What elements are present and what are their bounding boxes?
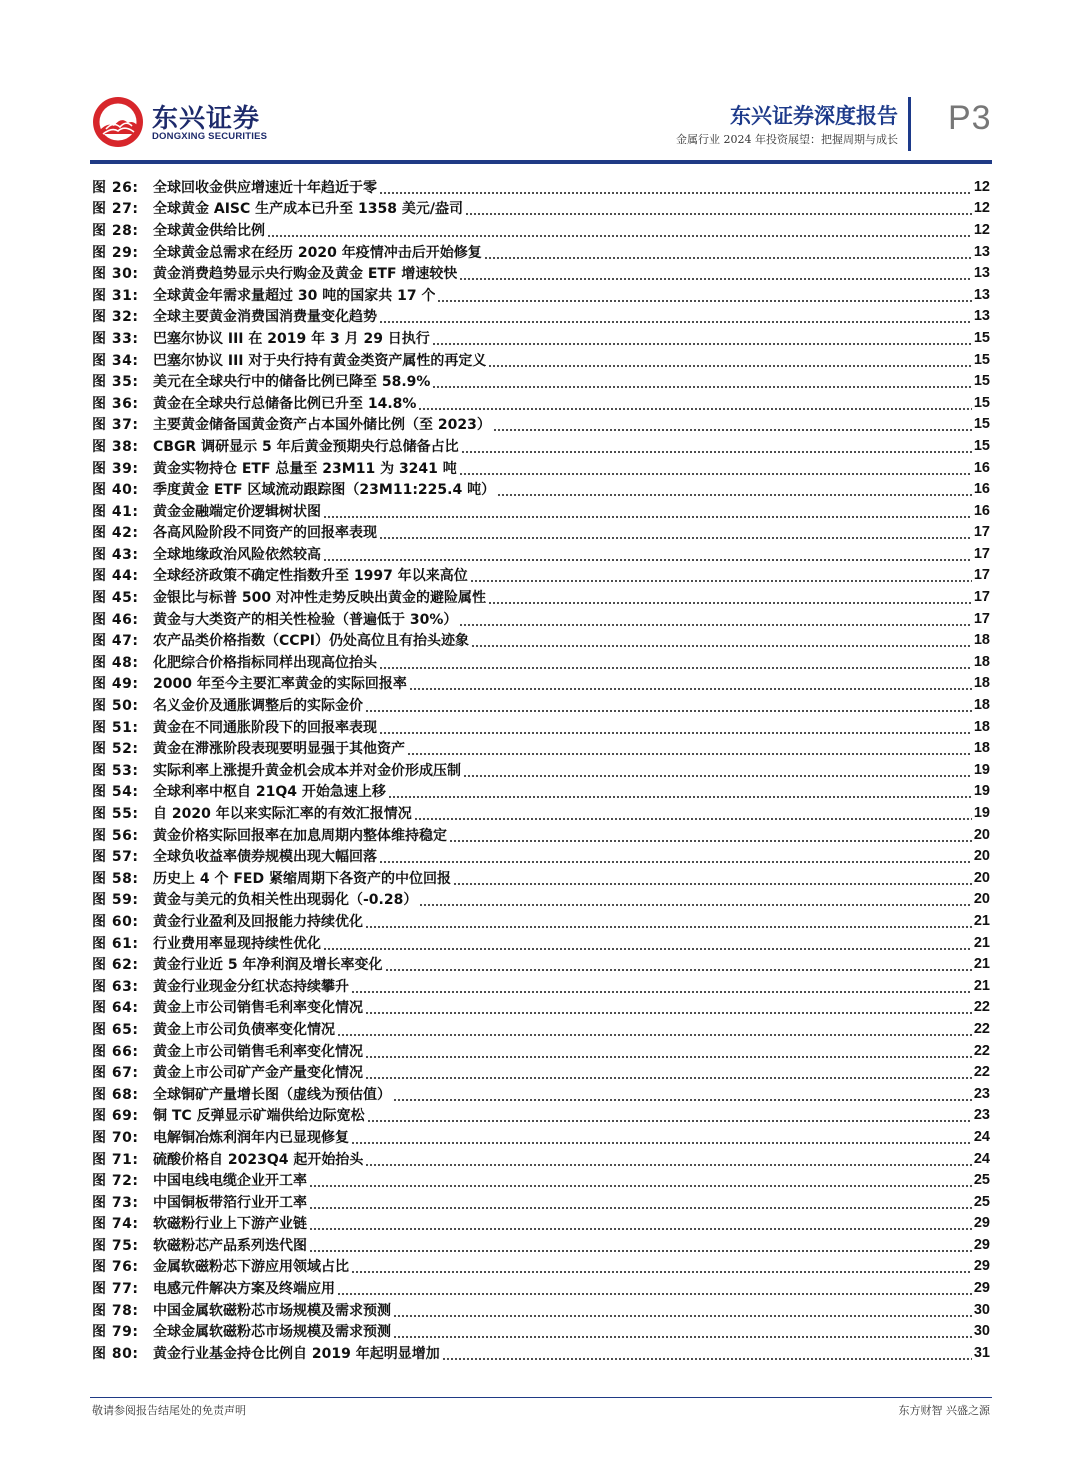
toc-figure-title: 黄金行业现金分红状态持续攀升 xyxy=(153,978,349,995)
toc-figure-title: 黄金行业盈利及回报能力持续优化 xyxy=(153,913,363,930)
toc-figure-title: 黄金上市公司销售毛利率变化情况 xyxy=(153,1043,363,1060)
toc-figure-title: 全球黄金年需求量超过 30 吨的国家共 17 个 xyxy=(153,287,436,304)
toc-dot-leader xyxy=(432,331,972,345)
figure-index-list xyxy=(92,176,990,1364)
toc-entry[interactable] xyxy=(92,284,990,306)
toc-page-number: 18 xyxy=(973,632,990,649)
toc-dot-leader xyxy=(379,525,972,539)
toc-figure-title: 巴塞尔协议 III 在 2019 年 3 月 29 日执行 xyxy=(153,330,430,347)
toc-entry[interactable] xyxy=(92,176,990,198)
toc-figure-title: 黄金在滞涨阶段表现要明显强于其他资产 xyxy=(153,741,405,758)
toc-entry[interactable] xyxy=(92,565,990,587)
toc-dot-leader xyxy=(437,288,971,302)
toc-figure-label: 图 35: xyxy=(92,374,139,391)
toc-entry[interactable] xyxy=(92,975,990,997)
toc-dot-leader xyxy=(414,806,972,820)
toc-dot-leader xyxy=(309,1195,972,1209)
toc-dot-leader xyxy=(367,1108,972,1122)
toc-dot-leader xyxy=(323,936,972,950)
toc-dot-leader xyxy=(493,417,972,431)
toc-entry[interactable] xyxy=(92,651,990,673)
toc-figure-label: 图 50: xyxy=(92,698,139,715)
toc-entry[interactable] xyxy=(92,543,990,565)
toc-page-number: 20 xyxy=(973,848,990,865)
toc-figure-title: 全球负收益率债券规模出现大幅回落 xyxy=(153,849,377,866)
toc-figure-title: CBGR 调研显示 5 年后黄金预期央行总储备占比 xyxy=(153,438,459,455)
toc-figure-label: 图 42: xyxy=(92,525,139,542)
toc-entry[interactable] xyxy=(92,953,990,975)
toc-entry[interactable] xyxy=(92,414,990,436)
toc-page-number: 16 xyxy=(973,481,990,498)
toc-page-number: 29 xyxy=(973,1215,990,1232)
toc-page-number: 23 xyxy=(973,1085,990,1102)
toc-dot-leader xyxy=(488,590,972,604)
toc-dot-leader xyxy=(309,1216,972,1230)
toc-page-number: 29 xyxy=(973,1258,990,1275)
toc-dot-leader xyxy=(461,439,972,453)
toc-entry[interactable] xyxy=(92,932,990,954)
toc-entry[interactable] xyxy=(92,910,990,932)
toc-dot-leader xyxy=(393,1324,972,1338)
toc-dot-leader xyxy=(365,1000,972,1014)
toc-dot-leader xyxy=(459,266,971,280)
toc-dot-leader xyxy=(379,849,972,863)
toc-figure-label: 图 47: xyxy=(92,633,139,650)
toc-entry[interactable] xyxy=(92,1191,990,1213)
toc-figure-label: 图 49: xyxy=(92,676,139,693)
toc-dot-leader xyxy=(323,547,972,561)
toc-entry[interactable] xyxy=(92,1213,990,1235)
toc-figure-label: 图 37: xyxy=(92,417,139,434)
toc-figure-label: 图 67: xyxy=(92,1065,139,1082)
toc-page-number: 21 xyxy=(973,934,990,951)
toc-figure-label: 图 73: xyxy=(92,1194,139,1211)
report-title: 东兴证券深度报告 xyxy=(730,104,898,128)
toc-figure-label: 图 55: xyxy=(92,806,139,823)
toc-entry[interactable] xyxy=(92,327,990,349)
toc-page-number: 20 xyxy=(973,869,990,886)
toc-entry[interactable] xyxy=(92,219,990,241)
toc-figure-label: 图 41: xyxy=(92,503,139,520)
dongxing-logo-icon xyxy=(92,96,144,148)
toc-figure-label: 图 64: xyxy=(92,1000,139,1017)
toc-entry[interactable] xyxy=(92,802,990,824)
toc-entry[interactable] xyxy=(92,845,990,867)
toc-figure-title: 历史上 4 个 FED 紧缩周期下各资产的中位回报 xyxy=(153,870,451,887)
toc-figure-label: 图 29: xyxy=(92,244,139,261)
toc-page-number: 13 xyxy=(973,243,990,260)
toc-entry[interactable] xyxy=(92,867,990,889)
toc-page-number: 19 xyxy=(973,783,990,800)
toc-figure-title: 黄金行业基金持仓比例自 2019 年起明显增加 xyxy=(153,1345,440,1362)
toc-dot-leader xyxy=(388,784,972,798)
toc-figure-label: 图 76: xyxy=(92,1259,139,1276)
toc-figure-label: 图 59: xyxy=(92,892,139,909)
toc-dot-leader xyxy=(351,979,972,993)
toc-figure-title: 金属软磁粉芯下游应用领域占比 xyxy=(153,1259,349,1276)
toc-figure-title: 主要黄金储备国黄金资产占本国外储比例（至 2023） xyxy=(153,417,491,434)
toc-entry[interactable] xyxy=(92,608,990,630)
toc-entry[interactable] xyxy=(92,737,990,759)
toc-figure-title: 全球主要黄金消费国消费量变化趋势 xyxy=(153,309,377,326)
toc-figure-label: 图 70: xyxy=(92,1129,139,1146)
toc-figure-label: 图 75: xyxy=(92,1237,139,1254)
toc-figure-title: 黄金与大类资产的相关性检验（普遍低于 30%） xyxy=(153,611,458,628)
toc-figure-title: 黄金与美元的负相关性出现弱化（-0.28） xyxy=(153,892,418,909)
toc-entry[interactable] xyxy=(92,1320,990,1342)
toc-figure-label: 图 72: xyxy=(92,1173,139,1190)
toc-figure-title: 黄金在全球央行总储备比例已升至 14.8% xyxy=(153,395,417,412)
toc-figure-label: 图 79: xyxy=(92,1324,139,1341)
toc-page-number: 15 xyxy=(973,329,990,346)
toc-dot-leader xyxy=(459,461,972,475)
toc-figure-label: 图 62: xyxy=(92,957,139,974)
page-number: P3 xyxy=(948,99,992,137)
toc-page-number: 24 xyxy=(973,1128,990,1145)
toc-figure-title: 黄金上市公司矿产金产量变化情况 xyxy=(153,1065,363,1082)
toc-entry[interactable] xyxy=(92,781,990,803)
header-rule xyxy=(90,160,992,164)
toc-figure-title: 全球黄金 AISC 生产成本已升至 1358 美元/盎司 xyxy=(153,201,463,218)
toc-dot-leader xyxy=(484,245,972,259)
toc-figure-title: 全球经济政策不确定性指数升至 1997 年以来高位 xyxy=(153,568,468,585)
toc-page-number: 20 xyxy=(973,826,990,843)
toc-page-number: 18 xyxy=(973,653,990,670)
toc-dot-leader xyxy=(488,353,971,367)
toc-figure-label: 图 51: xyxy=(92,719,139,736)
toc-figure-title: 2000 年至今主要汇率黄金的实际回报率 xyxy=(153,676,407,693)
toc-entry[interactable] xyxy=(92,1148,990,1170)
toc-figure-title: 季度黄金 ETF 区域流动跟踪图（23M11:225.4 吨） xyxy=(153,482,496,499)
toc-entry[interactable] xyxy=(92,1256,990,1278)
toc-figure-label: 图 39: xyxy=(92,460,139,477)
toc-page-number: 15 xyxy=(973,416,990,433)
toc-figure-label: 图 56: xyxy=(92,827,139,844)
toc-entry[interactable] xyxy=(92,1299,990,1321)
toc-figure-title: 黄金实物持仓 ETF 总量至 23M11 为 3241 吨 xyxy=(153,460,457,477)
toc-dot-leader xyxy=(465,201,972,215)
toc-entry[interactable] xyxy=(92,500,990,522)
toc-figure-label: 图 45: xyxy=(92,590,139,607)
toc-figure-title: 中国铜板带箔行业开工率 xyxy=(153,1194,307,1211)
toc-dot-leader xyxy=(337,1281,972,1295)
toc-figure-label: 图 63: xyxy=(92,978,139,995)
toc-figure-title: 实际利率上涨提升黄金机会成本并对金价形成压制 xyxy=(153,762,461,779)
toc-figure-label: 图 65: xyxy=(92,1021,139,1038)
toc-dot-leader xyxy=(442,1346,972,1360)
toc-figure-label: 图 53: xyxy=(92,762,139,779)
toc-page-number: 15 xyxy=(973,394,990,411)
toc-figure-title: 黄金在不同通胀阶段下的回报率表现 xyxy=(153,719,377,736)
toc-entry[interactable] xyxy=(92,306,990,328)
logo-english-name: DONGXING SECURITIES xyxy=(152,131,268,142)
toc-figure-label: 图 28: xyxy=(92,222,139,239)
toc-figure-label: 图 38: xyxy=(92,438,139,455)
toc-figure-label: 图 78: xyxy=(92,1302,139,1319)
toc-figure-label: 图 48: xyxy=(92,654,139,671)
toc-figure-label: 图 26: xyxy=(92,179,139,196)
toc-page-number: 19 xyxy=(973,761,990,778)
toc-dot-leader xyxy=(409,676,972,690)
toc-figure-title: 自 2020 年以来实际汇率的有效汇报情况 xyxy=(153,806,412,823)
toc-figure-title: 名义金价及通胀调整后的实际金价 xyxy=(153,698,363,715)
toc-figure-title: 电感元件解决方案及终端应用 xyxy=(153,1281,335,1298)
toc-figure-title: 各高风险阶段不同资产的回报率表现 xyxy=(153,525,377,542)
footer-disclaimer: 敬请参阅报告结尾处的免责声明 xyxy=(92,1404,246,1417)
toc-page-number: 15 xyxy=(973,351,990,368)
toc-figure-label: 图 40: xyxy=(92,482,139,499)
toc-figure-title: 黄金消费趋势显示央行购金及黄金 ETF 增速较快 xyxy=(153,266,458,283)
toc-dot-leader xyxy=(379,180,972,194)
toc-entry[interactable] xyxy=(92,586,990,608)
footer-rule xyxy=(90,1397,992,1398)
toc-page-number: 22 xyxy=(973,1064,990,1081)
toc-entry[interactable] xyxy=(92,198,990,220)
toc-figure-title: 全球黄金供给比例 xyxy=(153,222,265,239)
toc-dot-leader xyxy=(267,223,972,237)
toc-entry[interactable] xyxy=(92,1234,990,1256)
toc-page-number: 17 xyxy=(973,610,990,627)
toc-entry[interactable] xyxy=(92,997,990,1019)
toc-page-number: 13 xyxy=(973,308,990,325)
toc-page-number: 31 xyxy=(973,1344,990,1361)
toc-entry[interactable] xyxy=(92,1040,990,1062)
toc-entry[interactable] xyxy=(92,1126,990,1148)
toc-figure-label: 图 60: xyxy=(92,913,139,930)
toc-page-number: 15 xyxy=(973,437,990,454)
toc-dot-leader xyxy=(351,1130,972,1144)
toc-entry[interactable] xyxy=(92,1277,990,1299)
toc-page-number: 17 xyxy=(973,567,990,584)
toc-page-number: 22 xyxy=(973,1020,990,1037)
toc-page-number: 18 xyxy=(973,675,990,692)
toc-entry[interactable] xyxy=(92,1169,990,1191)
toc-page-number: 22 xyxy=(973,1042,990,1059)
toc-page-number: 25 xyxy=(973,1172,990,1189)
toc-entry[interactable] xyxy=(92,349,990,371)
toc-page-number: 12 xyxy=(973,200,990,217)
toc-figure-label: 图 80: xyxy=(92,1345,139,1362)
toc-entry[interactable] xyxy=(92,716,990,738)
toc-figure-title: 金银比与标普 500 对冲性走势反映出黄金的避险属性 xyxy=(153,590,486,607)
toc-figure-title: 中国电线电缆企业开工率 xyxy=(153,1173,307,1190)
toc-page-number: 16 xyxy=(973,459,990,476)
toc-figure-label: 图 66: xyxy=(92,1043,139,1060)
toc-figure-title: 黄金上市公司销售毛利率变化情况 xyxy=(153,1000,363,1017)
toc-page-number: 17 xyxy=(973,589,990,606)
toc-dot-leader xyxy=(365,1152,972,1166)
toc-dot-leader xyxy=(365,1065,972,1079)
toc-dot-leader xyxy=(379,720,972,734)
toc-dot-leader xyxy=(385,957,972,971)
toc-page-number: 29 xyxy=(973,1236,990,1253)
toc-dot-leader xyxy=(471,633,972,647)
toc-entry[interactable] xyxy=(92,522,990,544)
toc-figure-title: 全球金属软磁粉芯市场规模及需求预测 xyxy=(153,1324,391,1341)
toc-entry[interactable] xyxy=(92,478,990,500)
toc-page-number: 17 xyxy=(973,545,990,562)
toc-dot-leader xyxy=(407,741,972,755)
footer-slogan: 东方财智 兴盛之源 xyxy=(898,1404,990,1417)
toc-figure-label: 图 33: xyxy=(92,330,139,347)
toc-figure-label: 图 58: xyxy=(92,870,139,887)
toc-page-number: 30 xyxy=(973,1323,990,1340)
toc-figure-label: 图 71: xyxy=(92,1151,139,1168)
toc-page-number: 18 xyxy=(973,718,990,735)
toc-figure-label: 图 36: xyxy=(92,395,139,412)
toc-dot-leader xyxy=(309,1173,972,1187)
toc-dot-leader xyxy=(365,914,972,928)
toc-figure-title: 行业费用率显现持续性优化 xyxy=(153,935,321,952)
toc-entry[interactable] xyxy=(92,241,990,263)
toc-entry[interactable] xyxy=(92,889,990,911)
toc-entry[interactable] xyxy=(92,370,990,392)
toc-figure-label: 图 44: xyxy=(92,568,139,585)
toc-page-number: 24 xyxy=(973,1150,990,1167)
toc-dot-leader xyxy=(309,1238,972,1252)
toc-figure-label: 图 27: xyxy=(92,201,139,218)
toc-page-number: 18 xyxy=(973,740,990,757)
toc-dot-leader xyxy=(432,374,971,388)
toc-dot-leader xyxy=(379,309,972,323)
toc-entry[interactable] xyxy=(92,392,990,414)
toc-page-number: 12 xyxy=(973,221,990,238)
toc-figure-title: 铜 TC 反弹显示矿端供给边际宽松 xyxy=(153,1108,365,1125)
toc-entry[interactable] xyxy=(92,1083,990,1105)
toc-entry[interactable] xyxy=(92,1105,990,1127)
toc-figure-label: 图 30: xyxy=(92,266,139,283)
toc-page-number: 19 xyxy=(973,805,990,822)
toc-entry[interactable] xyxy=(92,759,990,781)
toc-figure-label: 图 32: xyxy=(92,309,139,326)
toc-figure-label: 图 57: xyxy=(92,849,139,866)
toc-dot-leader xyxy=(497,482,972,496)
toc-dot-leader xyxy=(351,1259,972,1273)
toc-entry[interactable] xyxy=(92,1342,990,1364)
toc-figure-title: 农产品类价格指数（CCPI）仍处高位且有抬头迹象 xyxy=(153,633,470,650)
toc-figure-label: 图 74: xyxy=(92,1216,139,1233)
toc-entry[interactable] xyxy=(92,824,990,846)
toc-entry[interactable] xyxy=(92,673,990,695)
toc-figure-title: 硫酸价格自 2023Q4 起开始抬头 xyxy=(153,1151,364,1168)
toc-page-number: 17 xyxy=(973,524,990,541)
logo-chinese-name: 东兴证券 xyxy=(152,104,261,134)
toc-entry[interactable] xyxy=(92,262,990,284)
toc-page-number: 23 xyxy=(973,1107,990,1124)
toc-figure-title: 软磁粉芯产品系列迭代图 xyxy=(153,1237,307,1254)
toc-page-number: 21 xyxy=(973,912,990,929)
toc-dot-leader xyxy=(470,568,972,582)
toc-figure-title: 软磁粉行业上下游产业链 xyxy=(153,1216,307,1233)
toc-dot-leader xyxy=(449,828,972,842)
toc-dot-leader xyxy=(453,871,972,885)
toc-figure-title: 黄金行业近 5 年净利润及增长率变化 xyxy=(153,957,383,974)
toc-entry[interactable] xyxy=(92,435,990,457)
toc-entry[interactable] xyxy=(92,1018,990,1040)
toc-page-number: 22 xyxy=(973,999,990,1016)
toc-dot-leader xyxy=(337,1022,972,1036)
toc-page-number: 13 xyxy=(973,286,990,303)
toc-figure-title: 巴塞尔协议 III 对于央行持有黄金类资产属性的再定义 xyxy=(153,352,487,369)
toc-page-number: 29 xyxy=(973,1280,990,1297)
toc-figure-label: 图 34: xyxy=(92,352,139,369)
toc-figure-title: 黄金价格实际回报率在加息周期内整体维持稳定 xyxy=(153,827,447,844)
toc-figure-title: 黄金上市公司负债率变化情况 xyxy=(153,1021,335,1038)
toc-figure-title: 化肥综合价格指标同样出现高位抬头 xyxy=(153,654,377,671)
toc-figure-title: 全球地缘政治风险依然较高 xyxy=(153,546,321,563)
toc-figure-label: 图 68: xyxy=(92,1086,139,1103)
toc-figure-label: 图 46: xyxy=(92,611,139,628)
toc-dot-leader xyxy=(393,1087,972,1101)
toc-page-number: 21 xyxy=(973,956,990,973)
toc-dot-leader xyxy=(365,698,972,712)
report-subtitle: 金属行业 2024 年投资展望：把握周期与成长 xyxy=(676,133,898,146)
toc-dot-leader xyxy=(323,504,972,518)
toc-figure-label: 图 77: xyxy=(92,1281,139,1298)
toc-entry[interactable] xyxy=(92,457,990,479)
toc-dot-leader xyxy=(459,612,971,626)
toc-entry[interactable] xyxy=(92,1061,990,1083)
toc-page-number: 18 xyxy=(973,697,990,714)
toc-figure-label: 图 31: xyxy=(92,287,139,304)
toc-page-number: 13 xyxy=(973,265,990,282)
toc-figure-title: 全球铜矿产量增长图（虚线为预估值） xyxy=(153,1086,391,1103)
toc-figure-title: 全球利率中枢自 21Q4 开始急速上移 xyxy=(153,784,386,801)
toc-figure-title: 美元在全球央行中的储备比例已降至 58.9% xyxy=(153,374,431,391)
toc-dot-leader xyxy=(393,1303,972,1317)
toc-page-number: 15 xyxy=(973,373,990,390)
toc-dot-leader xyxy=(365,1044,972,1058)
toc-page-number: 30 xyxy=(973,1301,990,1318)
toc-figure-title: 全球黄金总需求在经历 2020 年疫情冲击后开始修复 xyxy=(153,244,482,261)
toc-page-number: 12 xyxy=(973,178,990,195)
toc-figure-label: 图 69: xyxy=(92,1108,139,1125)
toc-entry[interactable] xyxy=(92,694,990,716)
toc-figure-label: 图 43: xyxy=(92,546,139,563)
toc-figure-label: 图 54: xyxy=(92,784,139,801)
toc-figure-label: 图 52: xyxy=(92,741,139,758)
toc-entry[interactable] xyxy=(92,629,990,651)
toc-figure-title: 中国金属软磁粉芯市场规模及需求预测 xyxy=(153,1302,391,1319)
toc-dot-leader xyxy=(419,892,972,906)
toc-figure-title: 电解铜冶炼利润年内已显现修复 xyxy=(153,1129,349,1146)
toc-page-number: 25 xyxy=(973,1193,990,1210)
toc-dot-leader xyxy=(463,763,972,777)
toc-page-number: 20 xyxy=(973,891,990,908)
toc-figure-title: 黄金金融端定价逻辑树状图 xyxy=(153,503,321,520)
toc-page-number: 21 xyxy=(973,977,990,994)
toc-figure-label: 图 61: xyxy=(92,935,139,952)
toc-page-number: 16 xyxy=(973,502,990,519)
toc-dot-leader xyxy=(418,396,971,410)
header-divider xyxy=(908,97,911,151)
company-logo xyxy=(92,96,422,152)
toc-dot-leader xyxy=(379,655,972,669)
toc-figure-title: 全球回收金供应增速近十年趋近于零 xyxy=(153,179,377,196)
